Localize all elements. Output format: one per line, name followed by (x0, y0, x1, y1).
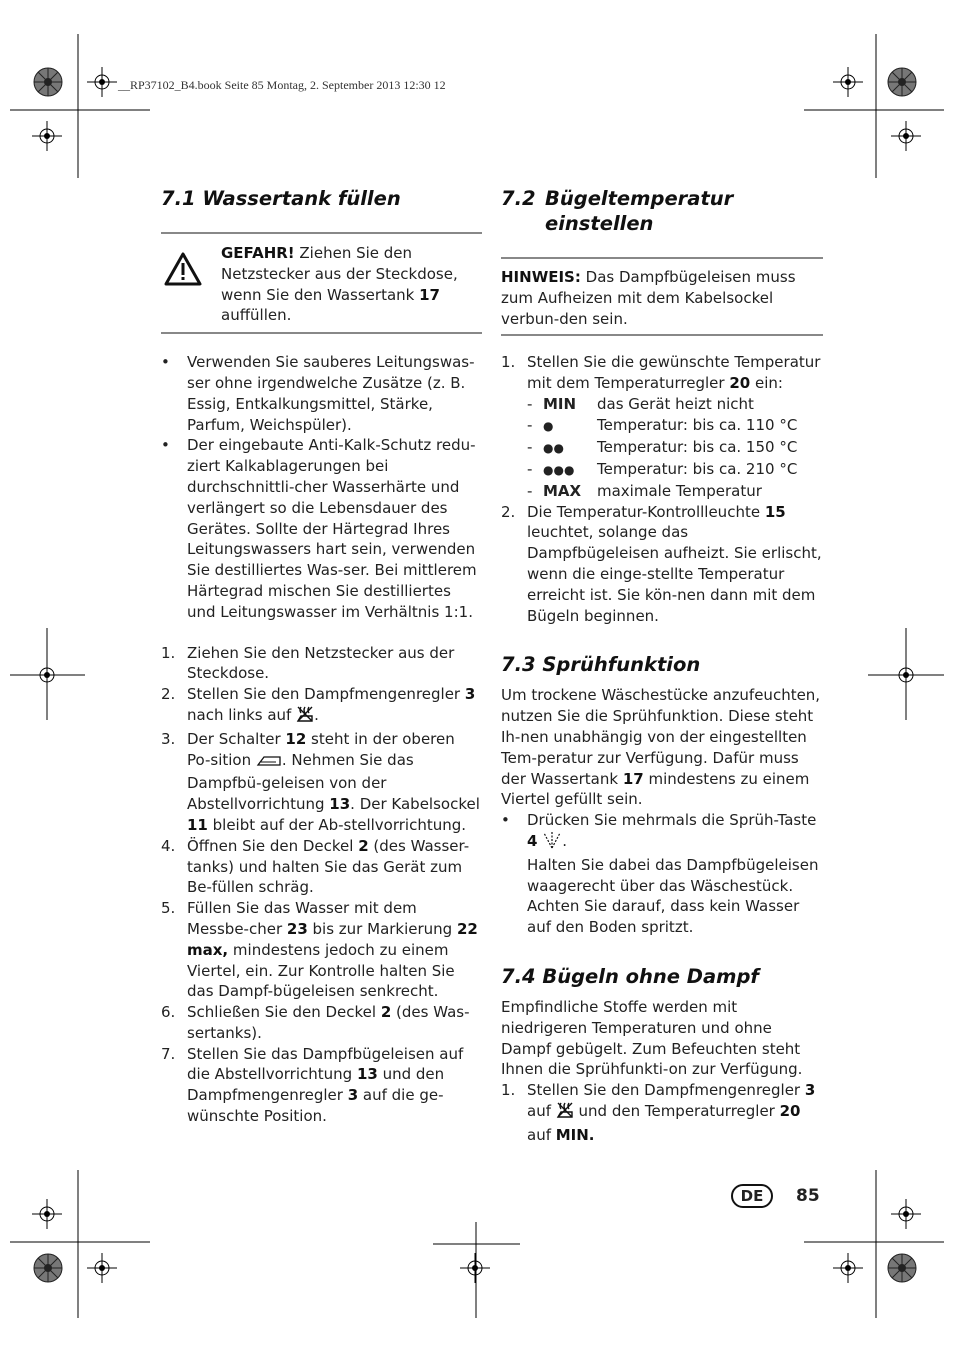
step-1 (501, 1080, 823, 1145)
note-box (501, 257, 823, 336)
step-text: Öffnen Sie den Deckel 2 (des Wasser-tanks) und halten Sie das Gerät zum Be-füllen schräg. (187, 836, 470, 897)
print-header: __RP37102_B4.book Seite 85 Montag, 2. September 2013 12:30 12 (118, 78, 446, 92)
spray-icon (542, 831, 562, 855)
temp-item: - ●● Temperatur: bis ca. 150 °C (527, 437, 798, 456)
step-text: Stellen Sie den Dampfmengenregler 3 nach links auf . (187, 684, 482, 729)
temp-item: - MIN das Gerät heizt nicht (527, 394, 754, 413)
step-number: 2. (161, 685, 176, 704)
temp-item: - ●●● Temperatur: bis ca. 210 °C (527, 459, 798, 478)
section-number: 7.1 (161, 187, 196, 210)
section-7-2-title (501, 186, 823, 236)
bullet-item: • Der eingebaute Anti-Kalk-Schutz redu-ziert Kalkablagerungen bei durchschnittli-cher Wasserhärte und verlängert so die Lebensdauer des Gerätes. Sollte der Härtegrad Ihres Leitungswassers hart sein, verwenden Sie destilliertes Was-ser. Bei mittlerem Härtegrad mischen Sie destilliertes und Leitungswasser im Verhältnis 1:1. (161, 435, 482, 622)
paragraph: Empfindliche Stoffe werden mit niedrigeren Temperaturen und ohne Dampf gebügelt. Zum Befeuchten steht Ihnen die Sprühfunkti-on zur Verfügung. (501, 997, 803, 1079)
step-1 (161, 643, 482, 685)
temp-item: - MAX maximale Temperatur (527, 481, 762, 500)
switch-position-icon (256, 753, 282, 774)
step-text: Die Temperatur-Kontrollleuchte 15 leuchtet, solange das Dampfbügeleisen aufheizt. Sie erlischt, wenn die einge-stellte Temperatur erreicht ist. Sie kön-nen dann mit dem Bügeln beginnen. (527, 502, 822, 625)
step-number: 2. (501, 502, 516, 521)
section-number: 7.3 (501, 653, 536, 677)
warning-triangle-icon (161, 243, 221, 326)
section-title: einstellen (545, 212, 654, 235)
left-column (161, 186, 482, 1127)
step-text: Stellen Sie den Dampfmengenregler 3 auf und den Temperaturregler 20 auf MIN. (527, 1081, 816, 1144)
step-text: Füllen Sie das Wasser mit dem Messbe-cher 23 bis zur Markierung 22 max, mindestens jedoch zu einem Viertel, ein. Zur Kontrolle halten Sie das Dampf-bügeleisen senkrecht. (187, 899, 478, 1001)
step-text: Stellen Sie die gewünschte Temperatur mit dem Temperaturregler 20 ein: (527, 353, 821, 393)
step-text: Schließen Sie den Deckel 2 (des Was-sertanks). (187, 1003, 470, 1042)
step-number: 1. (501, 1081, 516, 1100)
bullet-text: Der eingebaute Anti-Kalk-Schutz redu-ziert Kalkablagerungen bei durchschnittli-cher Wasserhärte und verlängert so die Lebensdauer des Gerätes. Sollte der Härtegrad Ihres Leitungswassers hart sein, verwenden Sie destilliertes Was-ser. Bei mittlerem Härtegrad mischen Sie destilliertes und Leitungswasser im Verhältnis 1:1. (187, 436, 477, 621)
warning-text-part: auffüllen. (221, 306, 292, 325)
step-text: Ziehen Sie den Netzstecker aus der Steckdose. (187, 643, 455, 683)
page-number: 85 (796, 1186, 820, 1206)
step-number: 5. (161, 899, 176, 918)
no-steam-icon (556, 1101, 574, 1125)
language-badge: DE (731, 1184, 773, 1208)
step-4 (161, 836, 482, 898)
section-7-3-title (501, 652, 823, 677)
step-text: Stellen Sie das Dampfbügeleisen auf die Abstellvorrichtung 13 und den Dampfmengenregler 3 auf die ge-wünschte Position. (187, 1044, 464, 1126)
note-label: HINWEIS: (501, 268, 581, 286)
bullet-item: • Drücken Sie mehrmals die Sprüh-Taste 4 . Halten Sie dabei das Dampfbügeleisen waagerecht über das Wäschestück. Achten Sie darauf, dass kein Wasser auf den Boden spritzt. (501, 810, 823, 938)
section-title: Sprühfunktion (542, 653, 701, 677)
step-5 (161, 898, 482, 1002)
section-title: Bügeln ohne Dampf (542, 964, 759, 988)
paragraph: Um trockene Wäschestücke anzufeuchten, nutzen Sie die Sprühfunktion. Diese steht Ih-nen unabhängig von der eingestellten Tem-peratur zur Verfügung. Dafür muss der Wassertank 17 mindestens zu einem Viertel gefüllt sein. (501, 686, 821, 809)
step-number: 7. (161, 1044, 176, 1063)
section-number: 7.2 (501, 187, 536, 210)
step-number: 4. (161, 836, 176, 855)
warning-text-part: Ziehen Sie den Netzstecker aus der Steckdose, wenn Sie den Wassertank (221, 244, 458, 304)
right-column (501, 186, 823, 1146)
temp-item: - ● Temperatur: bis ca. 110 °C (527, 415, 798, 434)
step-number: 1. (161, 643, 176, 662)
step-7 (161, 1044, 482, 1127)
step-6 (161, 1002, 482, 1044)
step-number: 3. (161, 729, 176, 748)
note-text: Das Dampfbügeleisen muss zum Aufheizen mit dem Kabelsockel verbun-den sein. (501, 268, 796, 328)
step-number: 1. (501, 353, 516, 372)
warning-box (161, 232, 482, 334)
temp-step-2 (501, 502, 823, 627)
bullet-item: • Verwenden Sie sauberes Leitungswas-ser ohne irgendwelche Zusätze (z. B. Essig, Entkalkungsmittel, Stärke, Parfum, Weichspüler). (161, 352, 482, 435)
warning-label: GEFAHR! (221, 244, 295, 262)
temperature-list (501, 394, 823, 502)
no-steam-icon (296, 705, 314, 729)
ref-number: 17 (419, 285, 440, 304)
bullet-text: Verwenden Sie sauberes Leitungswas-ser ohne irgendwelche Zusätze (z. B. Essig, Entkalkungsmittel, Stärke, Parfum, Weichspüler). (187, 353, 475, 434)
step-2 (161, 684, 482, 729)
section-number: 7.4 (501, 964, 536, 988)
section-title: Wassertank füllen (202, 187, 401, 210)
bullet-text: Drücken Sie mehrmals die Sprüh-Taste 4 . Halten Sie dabei das Dampfbügeleisen waagerecht über das Wäschestück. Achten Sie darauf, dass kein Wasser auf den Boden spritzt. (527, 811, 819, 937)
section-title: Bügeltemperatur (545, 187, 734, 210)
section-7-4-title (501, 964, 823, 989)
step-3 (161, 729, 482, 836)
temp-step-1 (501, 352, 823, 394)
section-7-1-title (161, 186, 482, 211)
step-text: Der Schalter 12 steht in der oberen Po-sition . Nehmen Sie das Dampfbü-geleisen von der Abstellvorrichtung 13. Der Kabelsockel 11 bleibt auf der Ab-stellvorrichtung. (187, 729, 480, 834)
step-number: 6. (161, 1003, 176, 1022)
warning-text (221, 243, 482, 326)
